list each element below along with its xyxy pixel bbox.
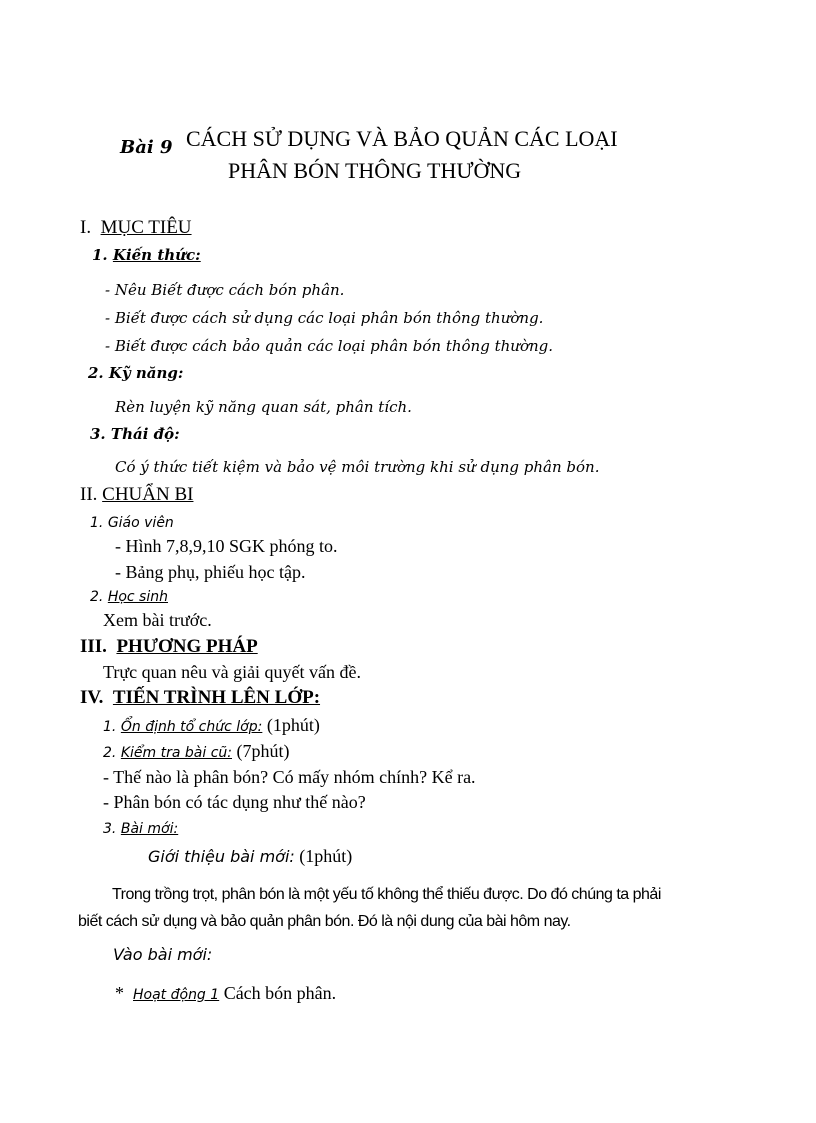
label: Thái độ:	[110, 425, 180, 443]
knowledge-item: - Nêu Biết được cách bón phân.	[105, 281, 345, 299]
label: Bài mới:	[120, 821, 179, 837]
lesson-number: Bài 9	[120, 137, 173, 158]
question: - Thế nào là phân bón? Có mấy nhóm chính? Kể ra.	[103, 767, 476, 787]
skills-heading	[88, 362, 183, 384]
bullet: *	[115, 983, 124, 1003]
section-1-heading	[80, 217, 192, 239]
time: (1phút)	[299, 846, 353, 866]
teacher-item: - Hình 7,8,9,10 SGK phóng to.	[115, 536, 338, 556]
label: Kỹ năng:	[108, 364, 184, 382]
knowledge-item: - Biết được cách sử dụng các loại phân bón thông thường.	[105, 309, 544, 327]
label: Hoạt động 1	[133, 987, 220, 1003]
knowledge-heading	[92, 244, 201, 266]
teacher-item: - Bảng phụ, phiếu học tập.	[115, 562, 306, 582]
section-title: CHUẨN BI	[102, 484, 194, 505]
label: Kiến thức:	[112, 246, 201, 264]
label: Ổn định tổ chức lớp:	[120, 719, 263, 735]
section-title: TIẾN TRÌNH LÊN LỚP:	[112, 687, 321, 708]
title-line-1: CÁCH SỬ DỤNG VÀ BẢO QUẢN CÁC LOẠI	[186, 126, 618, 151]
label: Kiểm tra bài cũ:	[120, 745, 232, 761]
num: 3.	[90, 425, 106, 443]
num: 1.	[92, 246, 108, 264]
paragraph-line: biết cách sử dụng và bảo quản phân bón. Đó là nội dung của bài hôm nay.	[78, 913, 571, 930]
section-title: PHƯƠNG PHÁP	[116, 636, 258, 657]
label: Giáo viên	[107, 515, 174, 531]
section-num: II.	[80, 484, 98, 505]
section-3-heading	[80, 636, 258, 658]
num: 1.	[103, 719, 117, 735]
num: 1.	[90, 515, 104, 531]
section-num: I.	[80, 217, 92, 238]
paragraph-line: Trong trồng trọt, phân bón là một yếu tố không thể thiếu được. Do đó chúng ta phải	[112, 886, 661, 903]
student-text: Xem bài trước.	[103, 610, 212, 630]
step-2	[103, 740, 290, 764]
activity-1	[115, 982, 336, 1006]
skills-text: Rèn luyện kỹ năng quan sát, phân tích.	[115, 398, 412, 416]
knowledge-item: - Biết được cách bảo quản các loại phân bón thông thường.	[105, 337, 554, 355]
section-title: MỤC TIÊU	[100, 217, 192, 238]
time: (1phút)	[266, 715, 320, 735]
attitude-text: Có ý thức tiết kiệm và bảo vệ môi trường khi sử dụng phân bón.	[115, 458, 600, 476]
question: - Phân bón có tác dụng như thế nào?	[103, 792, 366, 812]
num: 3.	[103, 821, 117, 837]
section-4-heading	[80, 687, 320, 709]
section-num: III.	[80, 636, 107, 657]
section-num: IV.	[80, 687, 104, 708]
student-heading	[90, 586, 168, 608]
num: 2.	[88, 364, 104, 382]
intro	[148, 845, 352, 868]
text: Cách bón phân.	[223, 983, 337, 1003]
attitude-heading	[90, 423, 180, 445]
section-2-heading	[80, 484, 193, 506]
label: Giới thiệu bài mới:	[148, 847, 295, 866]
time: (7phút)	[236, 741, 290, 761]
enter-new-lesson: Vào bài mới:	[113, 945, 213, 964]
method-text: Trực quan nêu và giải quyết vấn đề.	[103, 662, 362, 682]
step-3	[103, 816, 178, 840]
teacher-heading	[90, 512, 174, 534]
num: 2.	[90, 589, 104, 605]
label: Học sinh	[107, 589, 168, 605]
title-line-2: PHÂN BÓN THÔNG THƯỜNG	[228, 158, 522, 183]
num: 2.	[103, 745, 117, 761]
step-1	[103, 714, 320, 738]
